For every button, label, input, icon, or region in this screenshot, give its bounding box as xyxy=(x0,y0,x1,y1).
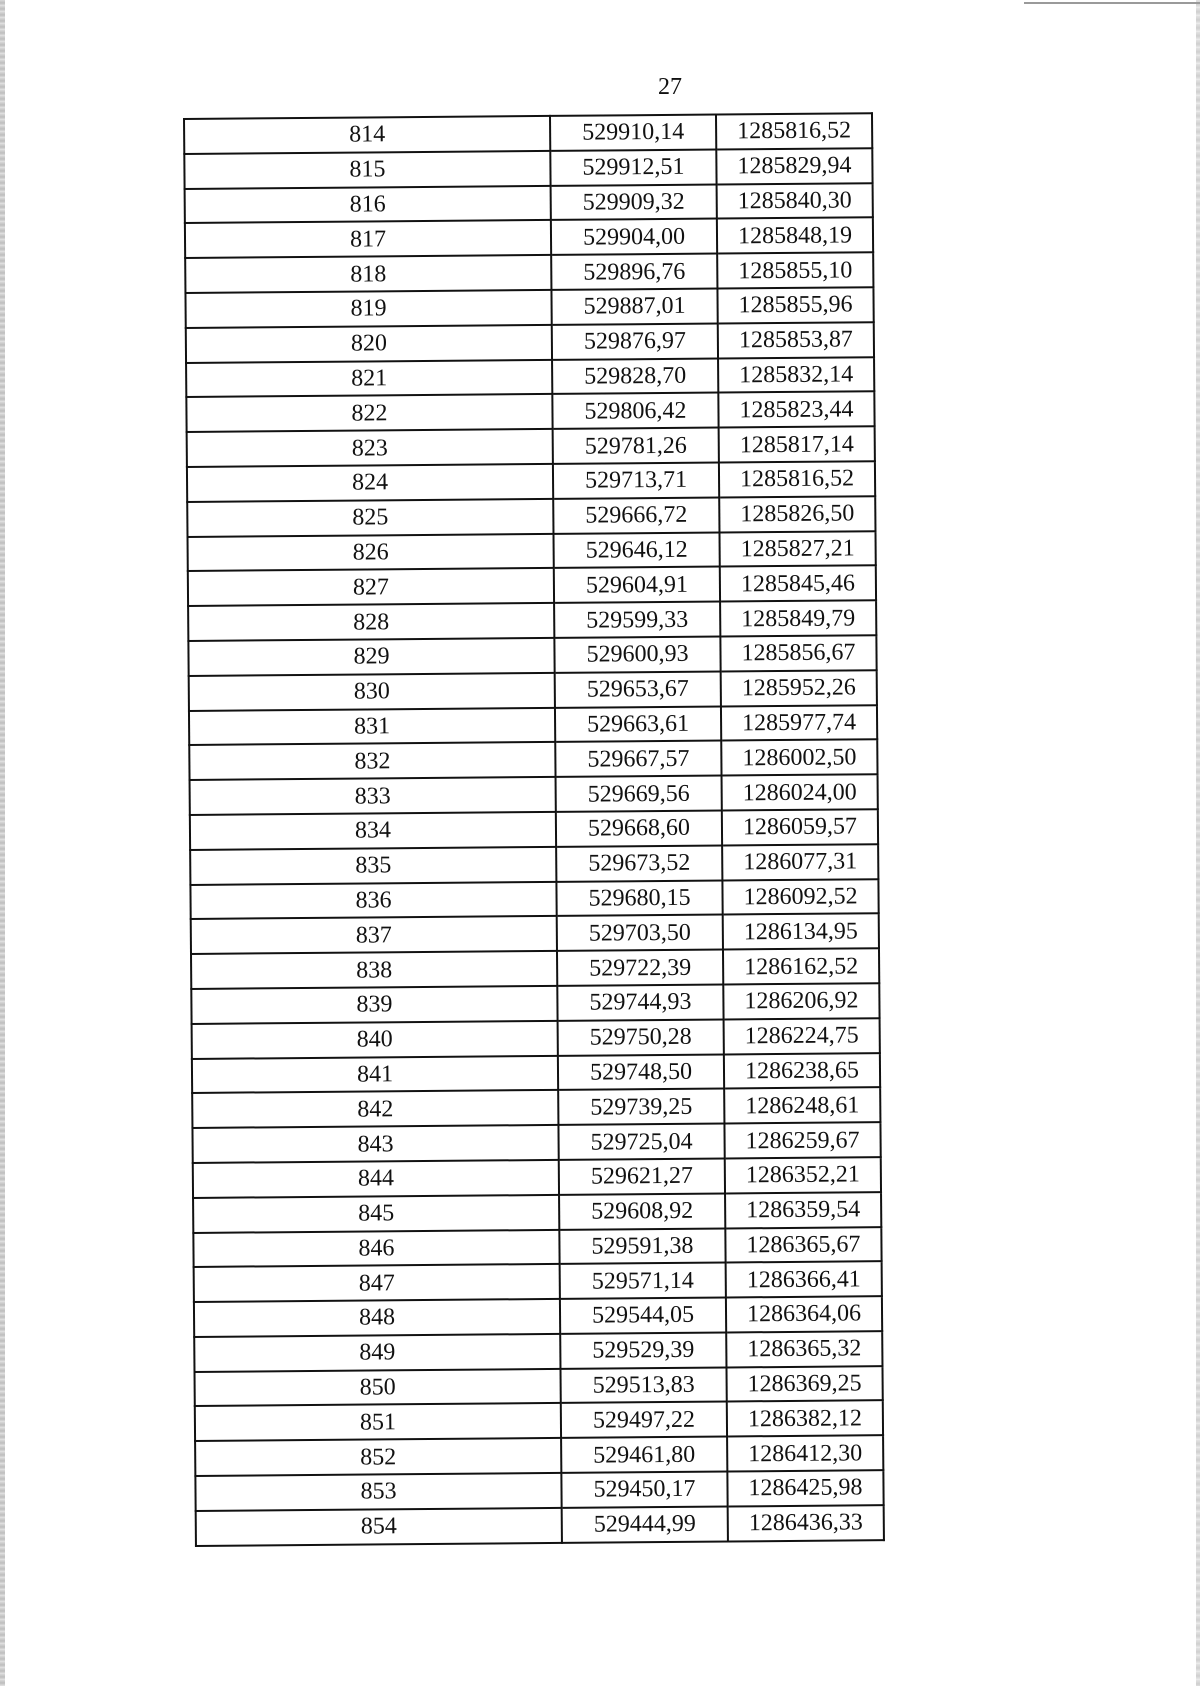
x-coordinate-cell: 529887,01 xyxy=(551,289,717,325)
table-row xyxy=(186,322,874,363)
x-coordinate-cell: 529703,50 xyxy=(557,915,723,951)
y-coordinate-cell: 1285856,67 xyxy=(720,635,876,671)
point-number-cell: 814 xyxy=(184,116,550,154)
y-coordinate-cell: 1285848,19 xyxy=(717,218,873,254)
x-coordinate-cell: 529912,51 xyxy=(550,149,716,185)
y-coordinate-cell: 1286162,52 xyxy=(723,948,879,984)
y-coordinate-cell: 1285816,52 xyxy=(719,461,875,497)
y-coordinate-cell: 1285816,52 xyxy=(716,113,872,149)
table-row xyxy=(190,774,878,815)
table-row xyxy=(195,1366,883,1407)
table-row xyxy=(193,1157,881,1198)
y-coordinate-cell: 1286077,31 xyxy=(722,844,878,880)
coordinates-table-body xyxy=(184,113,884,1545)
point-number-cell: 841 xyxy=(192,1055,558,1093)
table-row xyxy=(185,252,873,293)
table-row xyxy=(189,670,877,711)
y-coordinate-cell: 1286206,92 xyxy=(723,983,879,1019)
point-number-cell: 828 xyxy=(188,603,554,641)
table-row xyxy=(184,148,872,189)
point-number-cell: 852 xyxy=(195,1438,561,1476)
x-coordinate-cell: 529781,26 xyxy=(553,428,719,464)
table-row xyxy=(190,844,878,885)
point-number-cell: 823 xyxy=(187,429,553,467)
point-number-cell: 819 xyxy=(185,290,551,328)
y-coordinate-cell: 1286134,95 xyxy=(723,914,879,950)
x-coordinate-cell: 529667,57 xyxy=(555,741,721,777)
point-number-cell: 833 xyxy=(190,777,556,815)
y-coordinate-cell: 1285827,21 xyxy=(719,531,875,567)
scan-artifact-line xyxy=(1024,2,1200,4)
point-number-cell: 849 xyxy=(194,1334,560,1372)
table-row xyxy=(188,635,876,676)
table-row xyxy=(188,600,876,641)
point-number-cell: 842 xyxy=(192,1090,558,1128)
y-coordinate-cell: 1286425,98 xyxy=(727,1470,883,1506)
table-row xyxy=(187,496,875,537)
x-coordinate-cell: 529722,39 xyxy=(557,950,723,986)
point-number-cell: 851 xyxy=(195,1403,561,1441)
table-row xyxy=(185,287,873,328)
x-coordinate-cell: 529713,71 xyxy=(553,462,719,498)
x-coordinate-cell: 529666,72 xyxy=(553,497,719,533)
table-row xyxy=(184,113,872,154)
y-coordinate-cell: 1286382,12 xyxy=(727,1401,883,1437)
y-coordinate-cell: 1286366,41 xyxy=(726,1261,882,1297)
x-coordinate-cell: 529600,93 xyxy=(554,636,720,672)
x-coordinate-cell: 529910,14 xyxy=(550,115,716,151)
y-coordinate-cell: 1285829,94 xyxy=(716,148,872,184)
y-coordinate-cell: 1286364,06 xyxy=(726,1296,882,1332)
table-row xyxy=(186,357,874,398)
x-coordinate-cell: 529444,99 xyxy=(562,1506,728,1542)
table-row xyxy=(193,1227,881,1268)
point-number-cell: 839 xyxy=(191,986,557,1024)
x-coordinate-cell: 529604,91 xyxy=(554,567,720,603)
table-row xyxy=(190,879,878,920)
page-number: 27 xyxy=(658,74,682,100)
x-coordinate-cell: 529663,61 xyxy=(555,706,721,742)
y-coordinate-cell: 1286224,75 xyxy=(724,1018,880,1054)
point-number-cell: 838 xyxy=(191,951,557,989)
x-coordinate-cell: 529497,22 xyxy=(561,1402,727,1438)
x-coordinate-cell: 529806,42 xyxy=(552,393,718,429)
y-coordinate-cell: 1285845,46 xyxy=(720,566,876,602)
y-coordinate-cell: 1286352,21 xyxy=(725,1157,881,1193)
y-coordinate-cell: 1285853,87 xyxy=(718,322,874,358)
table-row xyxy=(190,809,878,850)
point-number-cell: 846 xyxy=(193,1229,559,1267)
x-coordinate-cell: 529450,17 xyxy=(561,1472,727,1508)
y-coordinate-cell: 1286238,65 xyxy=(724,1053,880,1089)
y-coordinate-cell: 1286002,50 xyxy=(721,740,877,776)
point-number-cell: 840 xyxy=(192,1021,558,1059)
y-coordinate-cell: 1285977,74 xyxy=(721,705,877,741)
y-coordinate-cell: 1285952,26 xyxy=(721,670,877,706)
table-row xyxy=(191,948,879,989)
table-row xyxy=(191,983,879,1024)
x-coordinate-cell: 529828,70 xyxy=(552,358,718,394)
point-number-cell: 820 xyxy=(186,325,552,363)
point-number-cell: 832 xyxy=(189,742,555,780)
x-coordinate-cell: 529599,33 xyxy=(554,602,720,638)
point-number-cell: 829 xyxy=(188,638,554,676)
y-coordinate-cell: 1286369,25 xyxy=(726,1366,882,1402)
x-coordinate-cell: 529646,12 xyxy=(553,532,719,568)
table-row xyxy=(189,705,877,746)
y-coordinate-cell: 1285823,44 xyxy=(718,392,874,428)
table-row xyxy=(194,1331,882,1372)
x-coordinate-cell: 529876,97 xyxy=(552,323,718,359)
point-number-cell: 816 xyxy=(185,186,551,224)
y-coordinate-cell: 1286365,32 xyxy=(726,1331,882,1367)
x-coordinate-cell: 529896,76 xyxy=(551,254,717,290)
y-coordinate-cell: 1285826,50 xyxy=(719,496,875,532)
point-number-cell: 843 xyxy=(192,1125,558,1163)
table-row xyxy=(188,566,876,607)
y-coordinate-cell: 1286436,33 xyxy=(728,1505,884,1541)
point-number-cell: 845 xyxy=(193,1195,559,1233)
table-row xyxy=(192,1122,880,1163)
point-number-cell: 818 xyxy=(185,255,551,293)
y-coordinate-cell: 1285855,10 xyxy=(717,252,873,288)
x-coordinate-cell: 529748,50 xyxy=(558,1054,724,1090)
table-row xyxy=(187,426,875,467)
x-coordinate-cell: 529513,83 xyxy=(560,1367,726,1403)
x-coordinate-cell: 529608,92 xyxy=(559,1193,725,1229)
point-number-cell: 830 xyxy=(189,673,555,711)
table-row xyxy=(194,1296,882,1337)
x-coordinate-cell: 529529,39 xyxy=(560,1332,726,1368)
y-coordinate-cell: 1285840,30 xyxy=(717,183,873,219)
x-coordinate-cell: 529668,60 xyxy=(556,810,722,846)
table-row xyxy=(185,218,873,259)
point-number-cell: 826 xyxy=(188,533,554,571)
y-coordinate-cell: 1286365,67 xyxy=(725,1227,881,1263)
point-number-cell: 815 xyxy=(184,151,550,189)
x-coordinate-cell: 529680,15 xyxy=(556,880,722,916)
scan-edge-right xyxy=(1196,0,1200,1686)
table-row xyxy=(196,1505,884,1546)
y-coordinate-cell: 1286024,00 xyxy=(722,774,878,810)
point-number-cell: 827 xyxy=(188,568,554,606)
y-coordinate-cell: 1286259,67 xyxy=(724,1122,880,1158)
point-number-cell: 824 xyxy=(187,464,553,502)
table-row xyxy=(192,1053,880,1094)
scan-edge-left xyxy=(0,0,5,1686)
x-coordinate-cell: 529909,32 xyxy=(551,184,717,220)
table-row xyxy=(189,740,877,781)
y-coordinate-cell: 1285855,96 xyxy=(717,287,873,323)
point-number-cell: 831 xyxy=(189,707,555,745)
y-coordinate-cell: 1286359,54 xyxy=(725,1192,881,1228)
point-number-cell: 847 xyxy=(194,1264,560,1302)
table-row xyxy=(186,392,874,433)
x-coordinate-cell: 529621,27 xyxy=(559,1158,725,1194)
y-coordinate-cell: 1286092,52 xyxy=(722,879,878,915)
point-number-cell: 834 xyxy=(190,812,556,850)
x-coordinate-cell: 529673,52 xyxy=(556,845,722,881)
x-coordinate-cell: 529461,80 xyxy=(561,1437,727,1473)
table-row xyxy=(192,1088,880,1129)
table-row xyxy=(193,1192,881,1233)
point-number-cell: 821 xyxy=(186,359,552,397)
y-coordinate-cell: 1286248,61 xyxy=(724,1088,880,1124)
table-row xyxy=(192,1018,880,1059)
x-coordinate-cell: 529544,05 xyxy=(560,1298,726,1334)
point-number-cell: 837 xyxy=(191,916,557,954)
y-coordinate-cell: 1285817,14 xyxy=(719,426,875,462)
y-coordinate-cell: 1285849,79 xyxy=(720,600,876,636)
table-row xyxy=(195,1435,883,1476)
x-coordinate-cell: 529591,38 xyxy=(559,1228,725,1264)
point-number-cell: 822 xyxy=(186,394,552,432)
x-coordinate-cell: 529739,25 xyxy=(558,1089,724,1125)
point-number-cell: 854 xyxy=(196,1508,562,1546)
coordinates-table xyxy=(183,112,885,1546)
x-coordinate-cell: 529571,14 xyxy=(560,1263,726,1299)
table-row xyxy=(187,461,875,502)
point-number-cell: 848 xyxy=(194,1299,560,1337)
y-coordinate-cell: 1285832,14 xyxy=(718,357,874,393)
table-row xyxy=(195,1470,883,1511)
point-number-cell: 825 xyxy=(187,499,553,537)
table-row xyxy=(185,183,873,224)
point-number-cell: 844 xyxy=(193,1160,559,1198)
point-number-cell: 836 xyxy=(190,881,556,919)
x-coordinate-cell: 529744,93 xyxy=(557,984,723,1020)
table-row xyxy=(191,914,879,955)
x-coordinate-cell: 529653,67 xyxy=(555,671,721,707)
x-coordinate-cell: 529669,56 xyxy=(556,776,722,812)
table-row xyxy=(195,1401,883,1442)
x-coordinate-cell: 529725,04 xyxy=(558,1124,724,1160)
point-number-cell: 853 xyxy=(195,1473,561,1511)
y-coordinate-cell: 1286412,30 xyxy=(727,1435,883,1471)
table-row xyxy=(194,1261,882,1302)
y-coordinate-cell: 1286059,57 xyxy=(722,809,878,845)
table-row xyxy=(188,531,876,572)
point-number-cell: 835 xyxy=(190,847,556,885)
x-coordinate-cell: 529750,28 xyxy=(558,1019,724,1055)
x-coordinate-cell: 529904,00 xyxy=(551,219,717,255)
point-number-cell: 817 xyxy=(185,220,551,258)
point-number-cell: 850 xyxy=(195,1369,561,1407)
